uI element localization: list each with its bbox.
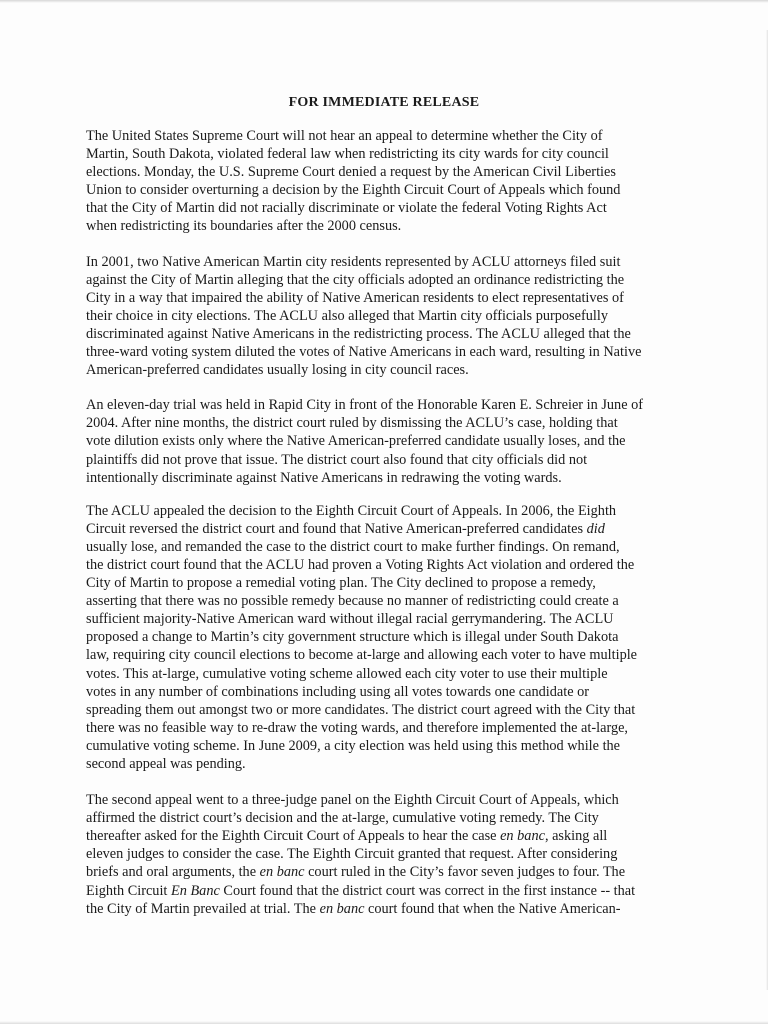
text-line: second appeal was pending. (86, 756, 246, 772)
text-line: affirmed the district court’s decision and the at-large, cumulative voting remedy. The City (86, 810, 599, 827)
text-line: plaintiffs did not prove that issue. The district court also found that city officials did not (86, 451, 588, 468)
text-line: when redistricting its boundaries after the 2000 census. (86, 218, 402, 235)
text-line: American-preferred candidates usually losing in city council races. (86, 362, 469, 379)
text-line: briefs and oral arguments, the en banc court ruled in the City’s favor seven judges to four. The (86, 864, 626, 881)
text-line: Eighth Circuit En Banc Court found that the district court was correct in the first instance -- that (86, 882, 636, 899)
text-line: vote dilution exists only where the Native American-preferred candidate usually loses, and the (86, 433, 626, 450)
emphasis-text: en banc (500, 828, 545, 845)
text-line: proposed a change to Martin’s city government structure which is illegal under South Dakota (86, 629, 619, 646)
text-line: Circuit reversed the district court and found that Native American-preferred candidates did (86, 520, 605, 537)
text-line: thereafter asked for the Eighth Circuit Court of Appeals to hear the case en banc, asking all (86, 828, 608, 845)
text-line: The United States Supreme Court will not hear an appeal to determine whether the City of (86, 128, 603, 144)
text-line: votes. This at-large, cumulative voting scheme allowed each city voter to use their multiple (86, 665, 608, 682)
emphasis-text: en banc (319, 900, 365, 917)
text-line: usually lose, and remanded the case to the district court to make further findings. On remand, (86, 538, 620, 555)
paragraph-4 (86, 502, 686, 773)
document-body (86, 127, 686, 935)
emphasis-text: En Banc (170, 882, 220, 899)
text-line: eleven judges to consider the case. The Eighth Circuit granted that request. After considering (86, 846, 618, 863)
emphasis-text: en banc (259, 864, 305, 881)
text-line: law, requiring city council elections to become at-large and allowing each voter to have multiple (86, 647, 638, 664)
paragraph-5 (86, 791, 686, 918)
text-line: The ACLU appealed the decision to the Eighth Circuit Court of Appeals. In 2006, the Eighth (86, 502, 617, 519)
text-line: their choice in city elections. The ACLU also alleged that Martin city officials purposefully (86, 307, 608, 324)
text-line: An eleven-day trial was held in Rapid City in front of the Honorable Karen E. Schreier in June of (86, 397, 644, 414)
text-line: Union to consider overturning a decision by the Eighth Circuit Court of Appeals which found (86, 182, 621, 199)
text-line: Martin, South Dakota, violated federal law when redistricting its city wards for city council (86, 146, 609, 163)
text-line: against the City of Martin alleging that the city officials adopted an ordinance redistricting the (86, 271, 625, 288)
text-line: City in a way that impaired the ability of Native American residents to elect representatives of (86, 289, 624, 306)
text-line: 2004. After nine months, the district court ruled by dismissing the ACLU’s case, holding that (86, 415, 618, 432)
scan-edge-top (0, 0, 768, 3)
paragraph-1 (86, 127, 686, 236)
emphasis-text: did (586, 520, 605, 537)
text-line: In 2001, two Native American Martin city residents represented by ACLU attorneys filed suit (86, 253, 621, 270)
text-line: the district court found that the ACLU had proven a Voting Rights Act violation and ordered the (86, 556, 635, 573)
text-line: City of Martin to propose a remedial voting plan. The City declined to propose a remedy, (86, 575, 596, 592)
text-line: discriminated against Native Americans in the redistricting process. The ACLU alleged that the (86, 325, 631, 342)
text-line: the City of Martin prevailed at trial. The en banc court found that when the Native American- (86, 900, 621, 917)
press-release-heading: FOR IMMEDIATE RELEASE (288, 95, 480, 110)
text-line: cumulative voting scheme. In June 2009, a city election was held using this method while the (86, 737, 621, 754)
text-line: asserting that there was no possible remedy because no manner of redistricting could create a (86, 593, 619, 610)
paragraph-3 (86, 396, 686, 486)
text-line: elections. Monday, the U.S. Supreme Court denied a request by the American Civil Liberties (86, 164, 616, 181)
text-line: sufficient majority-Native American ward without illegal racial gerrymandering. The ACLU (86, 611, 614, 628)
paragraph-2 (86, 253, 686, 380)
text-line: The second appeal went to a three-judge panel on the Eighth Circuit Court of Appeals, which (86, 792, 619, 809)
text-line: three-ward voting system diluted the votes of Native Americans in each ward, resulting in Native (86, 344, 642, 361)
text-line: votes in any number of combinations including using all votes towards one candidate or (86, 683, 590, 700)
text-line: spreading them out amongst two or more candidates. The district court agreed with the City that (86, 701, 636, 718)
text-line: that the City of Martin did not racially discriminate or violate the federal Voting Rights Act (86, 200, 607, 217)
text-line: intentionally discriminate against Native Americans in redrawing the voting wards. (86, 469, 562, 486)
text-line: there was no feasible way to re-draw the voting wards, and therefore implemented the at-large, (86, 719, 629, 736)
